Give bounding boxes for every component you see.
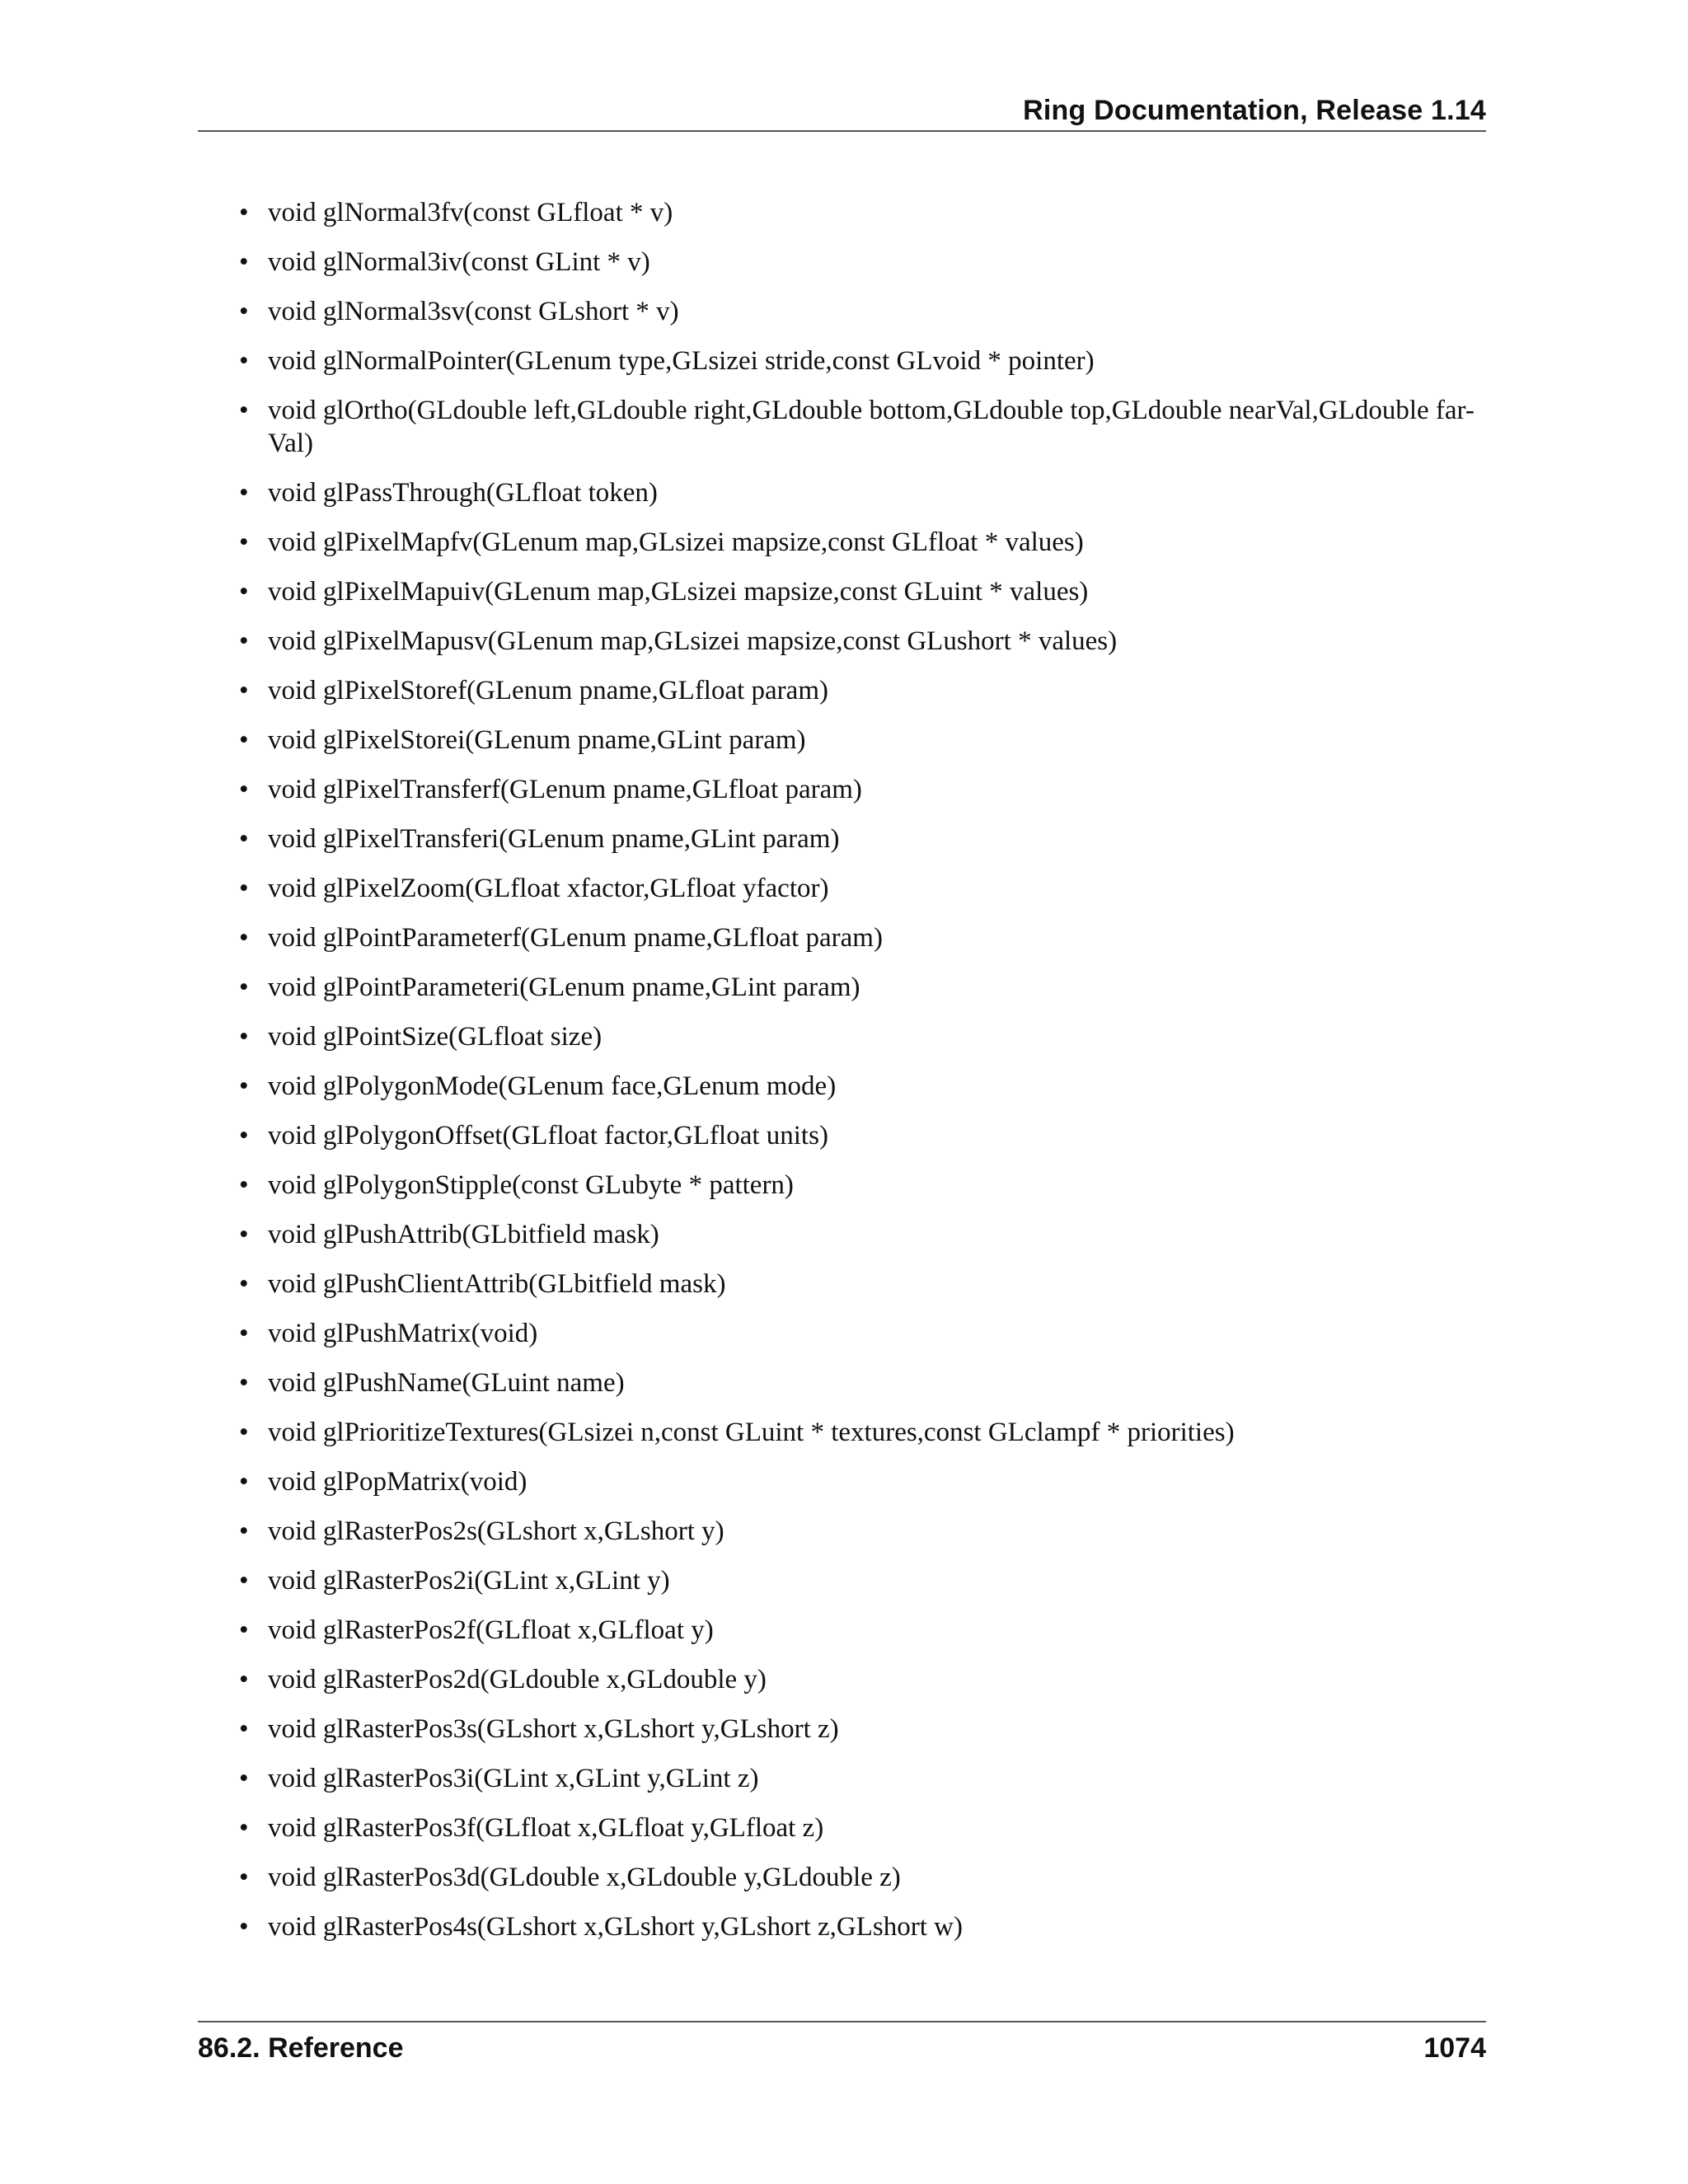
list-item xyxy=(239,971,1486,1004)
function-signature: void glRasterPos2d(GLdouble x,GLdouble y) xyxy=(268,1665,767,1694)
bullet-icon: • xyxy=(239,577,249,607)
list-item xyxy=(239,674,1486,707)
function-signature: void glPolygonOffset(GLfloat factor,GLfloat units) xyxy=(268,1121,828,1151)
list-item xyxy=(239,1119,1486,1152)
bullet-icon: • xyxy=(239,1022,249,1052)
function-signature: void glRasterPos3i(GLint x,GLint y,GLint z) xyxy=(268,1764,759,1793)
bullet-icon: • xyxy=(239,725,249,755)
bullet-icon: • xyxy=(239,1269,249,1299)
function-signature: void glRasterPos3f(GLfloat x,GLfloat y,GLfloat z) xyxy=(268,1813,824,1843)
function-signature: void glPixelMapuiv(GLenum map,GLsizei mapsize,const GLuint * values) xyxy=(268,577,1089,607)
function-signature: void glNormalPointer(GLenum type,GLsizei stride,const GLvoid * pointer) xyxy=(268,346,1095,376)
function-signature: void glPolygonMode(GLenum face,GLenum mode) xyxy=(268,1071,837,1101)
bullet-icon: • xyxy=(239,1714,249,1744)
list-item xyxy=(239,1762,1486,1795)
bullet-icon: • xyxy=(239,247,249,277)
list-item xyxy=(239,1218,1486,1251)
bullet-icon: • xyxy=(239,1071,249,1101)
function-signature: void glPixelTransferf(GLenum pname,GLfloat param) xyxy=(268,775,862,804)
function-signature: void glPushClientAttrib(GLbitfield mask) xyxy=(268,1269,726,1299)
list-item xyxy=(239,921,1486,954)
bullet-icon: • xyxy=(239,1418,249,1447)
bullet-icon: • xyxy=(239,1121,249,1151)
bullet-icon: • xyxy=(239,1170,249,1200)
list-item xyxy=(239,1663,1486,1696)
function-signature: void glPixelStoref(GLenum pname,GLfloat param) xyxy=(268,676,828,705)
list-item xyxy=(239,1169,1486,1202)
function-signature: void glRasterPos2f(GLfloat x,GLfloat y) xyxy=(268,1615,714,1645)
page-number: 1074 xyxy=(1423,2032,1486,2064)
function-signature: void glPixelMapusv(GLenum map,GLsizei mapsize,const GLushort * values) xyxy=(268,626,1118,656)
list-item xyxy=(239,1020,1486,1053)
list-item xyxy=(239,1366,1486,1399)
bullet-icon: • xyxy=(239,1912,249,1942)
bullet-icon: • xyxy=(239,824,249,854)
list-item xyxy=(239,476,1486,509)
bullet-icon: • xyxy=(239,297,249,326)
list-item xyxy=(239,823,1486,855)
bullet-icon: • xyxy=(239,923,249,953)
list-item xyxy=(239,394,1486,460)
list-item xyxy=(239,1070,1486,1103)
page-content xyxy=(239,196,1486,1960)
function-signature: void glPointParameteri(GLenum pname,GLint param) xyxy=(268,972,860,1002)
list-item xyxy=(239,1268,1486,1301)
function-signature: void glPolygonStipple(const GLubyte * pattern) xyxy=(268,1170,794,1200)
list-item xyxy=(239,872,1486,905)
list-item xyxy=(239,1564,1486,1597)
list-item xyxy=(239,575,1486,608)
bullet-icon: • xyxy=(239,1319,249,1348)
function-signature: void glRasterPos3d(GLdouble x,GLdouble y,GLdouble z) xyxy=(268,1863,901,1892)
function-signature: void glNormal3iv(const GLint * v) xyxy=(268,247,650,277)
page-footer xyxy=(198,2021,1486,2072)
function-signature: void glPointParameterf(GLenum pname,GLfloat param) xyxy=(268,923,883,953)
bullet-icon: • xyxy=(239,1516,249,1546)
bullet-icon: • xyxy=(239,1813,249,1843)
page-header xyxy=(198,92,1486,132)
function-signature: void glRasterPos2i(GLint x,GLint y) xyxy=(268,1566,670,1596)
list-item xyxy=(239,1713,1486,1746)
section-title: 86.2. Reference xyxy=(198,2032,404,2064)
function-signature: void glPushAttrib(GLbitfield mask) xyxy=(268,1220,659,1249)
list-item xyxy=(239,1811,1486,1844)
list-item xyxy=(239,295,1486,328)
function-signature: void glRasterPos2s(GLshort x,GLshort y) xyxy=(268,1516,724,1546)
function-signature: void glPixelZoom(GLfloat xfactor,GLfloat yfactor) xyxy=(268,874,829,903)
bullet-icon: • xyxy=(239,1764,249,1793)
bullet-icon: • xyxy=(239,478,249,508)
function-signature: void glPushMatrix(void) xyxy=(268,1319,538,1348)
bullet-icon: • xyxy=(239,676,249,705)
function-signature: void glPushName(GLuint name) xyxy=(268,1368,625,1398)
bullet-icon: • xyxy=(239,1467,249,1497)
bullet-icon: • xyxy=(239,346,249,376)
list-item xyxy=(239,246,1486,279)
function-signature: void glNormal3fv(const GLfloat * v) xyxy=(268,198,673,227)
bullet-icon: • xyxy=(239,972,249,1002)
function-signature: void glPopMatrix(void) xyxy=(268,1467,528,1497)
list-item xyxy=(239,196,1486,229)
function-signature: void glRasterPos4s(GLshort x,GLshort y,GLshort z,GLshort w) xyxy=(268,1912,963,1942)
bullet-icon: • xyxy=(239,1615,249,1645)
bullet-icon: • xyxy=(239,198,249,227)
bullet-icon: • xyxy=(239,396,249,425)
list-item xyxy=(239,1614,1486,1647)
list-item xyxy=(239,773,1486,806)
function-signature: void glPixelTransferi(GLenum pname,GLint param) xyxy=(268,824,840,854)
bullet-icon: • xyxy=(239,1863,249,1892)
function-signature: void glPixelStorei(GLenum pname,GLint param) xyxy=(268,725,806,755)
list-item xyxy=(239,1317,1486,1350)
function-signature: void glNormal3sv(const GLshort * v) xyxy=(268,297,679,326)
function-signature: void glPassThrough(GLfloat token) xyxy=(268,478,658,508)
list-item xyxy=(239,526,1486,559)
list-item xyxy=(239,1910,1486,1943)
function-signature: void glPointSize(GLfloat size) xyxy=(268,1022,603,1052)
bullet-icon: • xyxy=(239,527,249,557)
bullet-icon: • xyxy=(239,1368,249,1398)
document-title: Ring Documentation, Release 1.14 xyxy=(1023,95,1486,126)
list-item xyxy=(239,344,1486,377)
function-signature: void glPrioritizeTextures(GLsizei n,const GLuint * textures,const GLclampf * priorities) xyxy=(268,1418,1235,1447)
function-signature: void glRasterPos3s(GLshort x,GLshort y,GLshort z) xyxy=(268,1714,839,1744)
bullet-icon: • xyxy=(239,775,249,804)
function-signature: void glPixelMapfv(GLenum map,GLsizei mapsize,const GLfloat * values) xyxy=(268,527,1084,557)
list-item xyxy=(239,724,1486,757)
bullet-icon: • xyxy=(239,874,249,903)
bullet-icon: • xyxy=(239,1220,249,1249)
bullet-icon: • xyxy=(239,1566,249,1596)
bullet-icon: • xyxy=(239,626,249,656)
list-item xyxy=(239,625,1486,658)
list-item xyxy=(239,1465,1486,1498)
list-item xyxy=(239,1515,1486,1548)
list-item xyxy=(239,1416,1486,1449)
list-item xyxy=(239,1861,1486,1894)
function-list xyxy=(239,196,1486,1943)
bullet-icon: • xyxy=(239,1665,249,1694)
function-signature: void glOrtho(GLdouble left,GLdouble right,GLdouble bottom,GLdouble top,GLdouble nearVal,GLdouble far-Val) xyxy=(268,396,1475,458)
